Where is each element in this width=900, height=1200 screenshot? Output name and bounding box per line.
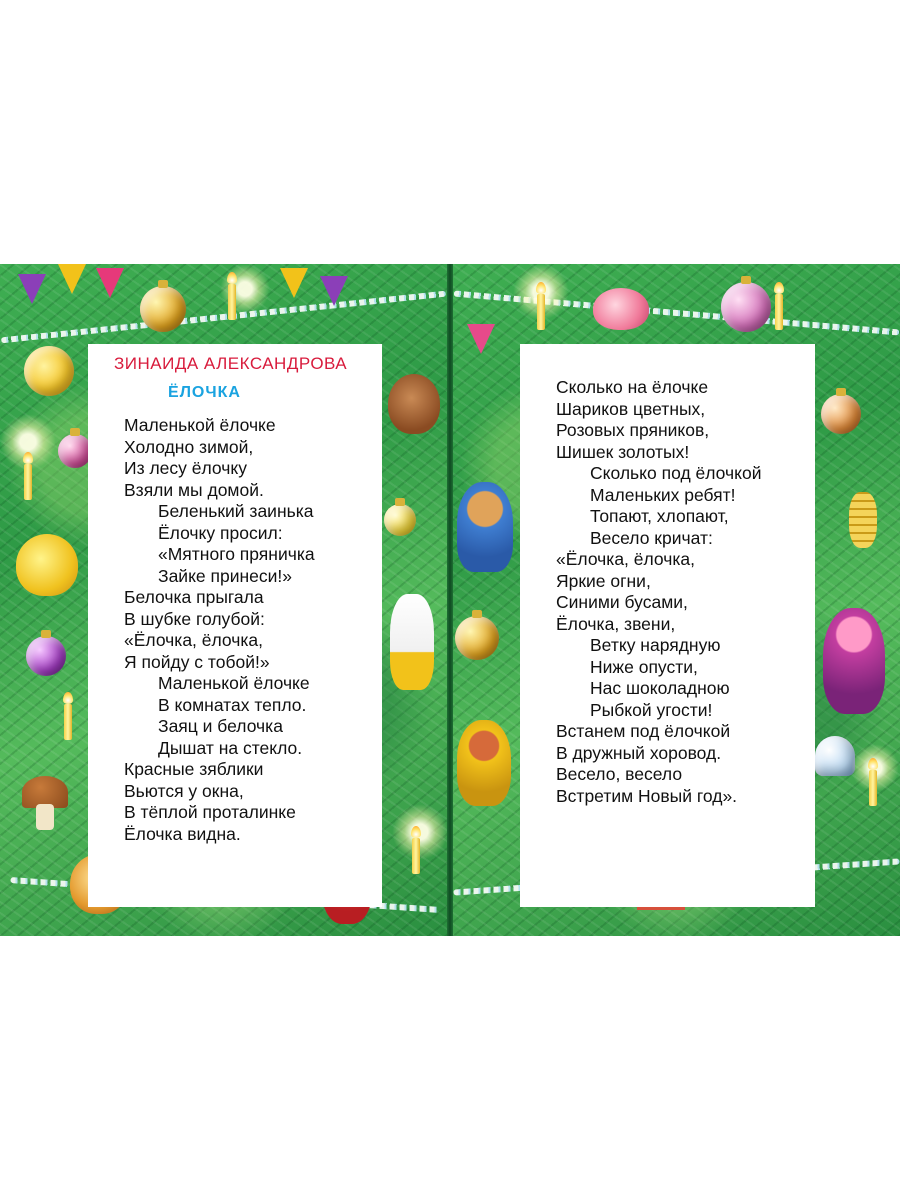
poem-line: Розовых пряников, <box>556 420 710 440</box>
pine-cone-icon <box>849 492 877 548</box>
toy-bear-icon <box>457 482 513 572</box>
candle-icon <box>64 704 72 740</box>
poem-line: Встретим Новый год». <box>556 785 738 806</box>
poem-line: Маленьких ребят! <box>590 484 736 505</box>
poem-line: Холодно зимой, <box>124 436 254 457</box>
candle-icon <box>24 464 32 500</box>
poem-line: Сколько на ёлочке <box>556 377 709 397</box>
bunting-flag-icon <box>18 274 46 304</box>
candle-icon <box>775 294 783 330</box>
poem-line: Сколько под ёлочкой <box>590 463 762 483</box>
right-page <box>453 264 900 936</box>
candle-icon <box>869 770 877 806</box>
poem-line: Топают, хлопают, <box>590 506 729 526</box>
bunting-flag-icon <box>280 268 308 298</box>
poem-line: В комнатах тепло. <box>158 694 307 715</box>
poem-line: В тёплой проталинке <box>124 802 296 822</box>
poem-line: В дружный хоровод. <box>556 742 722 763</box>
poem-line: В шубке голубой: <box>124 608 265 629</box>
bunting-flag-icon <box>320 276 348 306</box>
purple-ornament-icon <box>26 636 66 676</box>
poem-line: Шариков цветных, <box>556 398 706 419</box>
poem-line: Красные зяблики <box>124 759 264 779</box>
yellow-ornament-icon <box>384 504 416 536</box>
orange-ornament-icon <box>821 394 861 434</box>
poem-line: Синими бусами, <box>556 592 688 612</box>
poem-line: «Мятного пряничка <box>158 544 315 564</box>
poem-line: Дышат на стекло. <box>158 737 303 758</box>
toy-bird-icon <box>16 534 78 596</box>
poem-line: Весело, весело <box>556 764 683 784</box>
poem-line: Ниже опусти, <box>590 656 698 677</box>
left-page <box>0 264 447 936</box>
bunting-flag-icon <box>58 264 86 294</box>
toy-owl-icon <box>457 720 511 806</box>
candle-icon <box>412 838 420 874</box>
poem-panel-right <box>520 344 815 907</box>
candy-icon <box>467 324 495 354</box>
poem-line: Взяли мы домой. <box>124 479 264 500</box>
book-spread <box>0 264 900 936</box>
poem-line: «Ёлочка, ёлочка, <box>124 630 264 650</box>
poem-line: Вьются у окна, <box>124 780 244 801</box>
poem-line: Ёлочка видна. <box>124 823 241 844</box>
pink-ornament-icon <box>58 434 92 468</box>
sun-ornament-icon <box>24 346 74 396</box>
parrot-toy-icon <box>823 608 885 714</box>
poem-line: Ёлочка, звени, <box>556 613 676 634</box>
poem-line: Заяц и белочка <box>158 716 283 736</box>
poem-line: Белочка прыгала <box>124 587 264 607</box>
poem-line: Зайке принеси!» <box>158 565 293 586</box>
bell-ornament-icon <box>815 736 855 776</box>
poem-lines <box>124 415 315 845</box>
author-name: ЗИНАИДА АЛЕКСАНДРОВА <box>114 354 348 373</box>
poem-line: Ёлочку просил: <box>158 522 283 543</box>
mushroom-stem <box>36 804 54 830</box>
poem-line: Яркие огни, <box>556 570 651 591</box>
poem-line: Рыбкой угости! <box>590 699 713 720</box>
poem-line: Весело кричат: <box>590 527 713 548</box>
poem-line: Маленькой ёлочке <box>124 415 276 435</box>
poem-line: Встанем под ёлочкой <box>556 721 731 741</box>
poem-line: Ветку нарядную <box>590 635 721 655</box>
toy-bunny-icon <box>390 594 434 690</box>
pink-ornament-icon <box>721 282 771 332</box>
poem-line: Я пойду с тобой!» <box>124 651 270 672</box>
poem-line: «Ёлочка, ёлочка, <box>556 549 696 569</box>
poem-line: Шишек золотых! <box>556 441 690 462</box>
poem-title: ЁЛОЧКА <box>168 384 241 401</box>
gold-ornament-icon <box>455 616 499 660</box>
poem-line: Из лесу ёлочку <box>124 458 247 478</box>
poem-line: Нас шоколадною <box>590 678 730 698</box>
poem-panel-left <box>88 344 382 907</box>
gold-ornament-icon <box>140 286 186 332</box>
bunting-flag-icon <box>96 268 124 298</box>
poem-line: Беленький заинька <box>158 501 314 521</box>
candle-icon <box>228 284 236 320</box>
poem-lines <box>556 377 761 807</box>
poem-line: Маленькой ёлочке <box>158 673 310 693</box>
toy-fish-icon <box>593 288 649 330</box>
candle-icon <box>537 294 545 330</box>
toy-bear-icon <box>388 374 440 434</box>
